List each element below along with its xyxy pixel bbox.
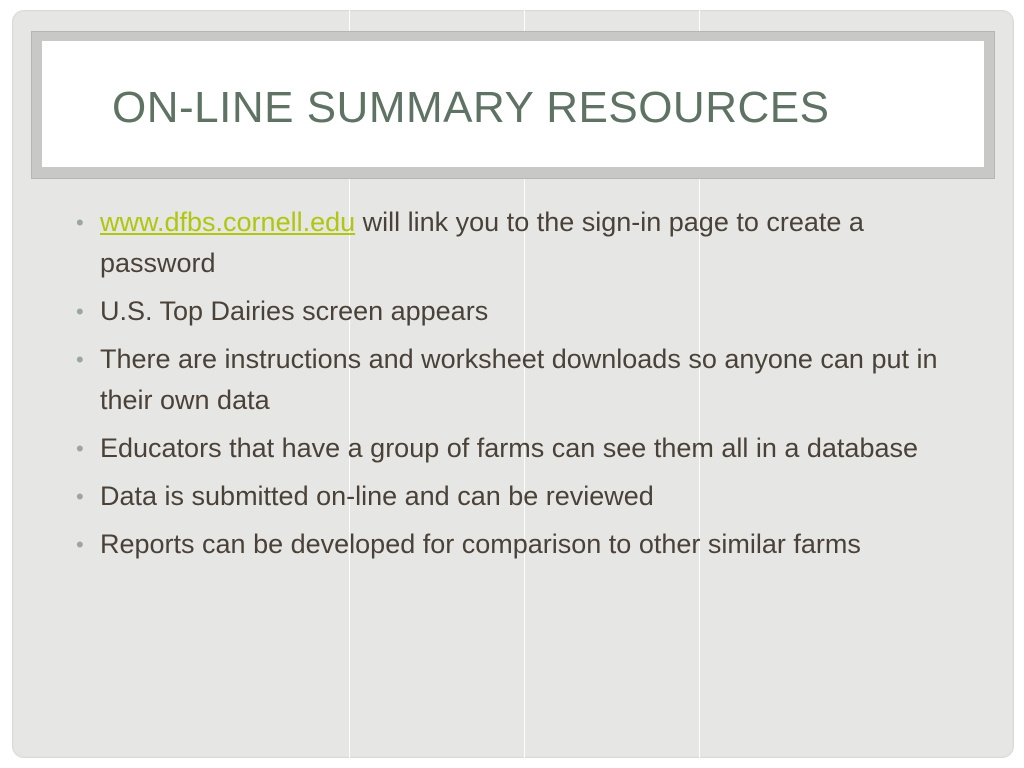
slide (12, 10, 1014, 758)
bullet-icon: • (76, 299, 84, 324)
bullet-text: U.S. Top Dairies screen appears (100, 296, 489, 326)
bullet-item (74, 476, 974, 517)
bullet-item (74, 524, 974, 565)
bullet-list (74, 202, 974, 572)
bullet-icon: • (76, 347, 84, 372)
title-box (42, 41, 984, 167)
bullet-icon: • (76, 436, 84, 461)
bullet-icon: • (76, 210, 84, 235)
bullet-icon: • (76, 484, 84, 509)
bullet-text: Data is submitted on-line and can be reviewed (100, 481, 654, 511)
bullet-text: will link you to the sign-in page to create a password (100, 207, 864, 278)
bullet-item (74, 202, 974, 284)
bullet-item (74, 339, 974, 421)
bullet-text: Educators that have a group of farms can see them all in a database (100, 433, 918, 463)
bullet-item (74, 428, 974, 469)
bullet-icon: • (76, 532, 84, 557)
dfbs-link[interactable]: www.dfbs.cornell.edu (100, 207, 356, 237)
bullet-text: Reports can be developed for comparison to other similar farms (100, 529, 861, 559)
slide-title: ON-LINE SUMMARY RESOURCES (112, 83, 830, 132)
bullet-text: There are instructions and worksheet downloads so anyone can put in their own data (100, 344, 938, 415)
bullet-item (74, 291, 974, 332)
